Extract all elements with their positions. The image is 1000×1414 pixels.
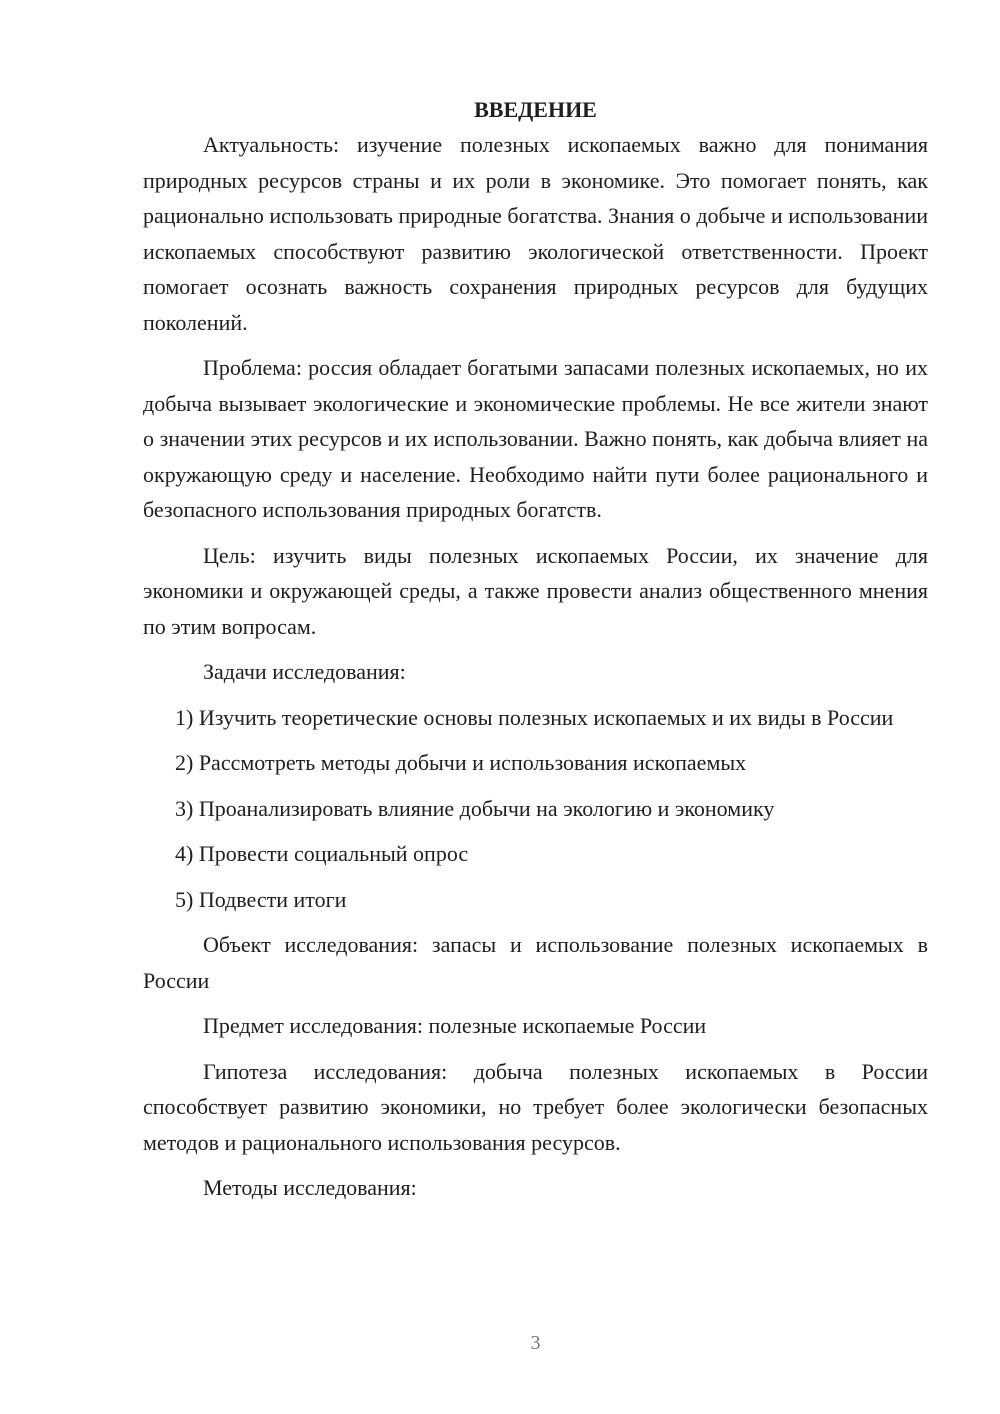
- tasks-heading: Задачи исследования:: [203, 659, 406, 684]
- page-number: 3: [530, 1332, 541, 1354]
- task-item-5: 5) Подвести итоги: [175, 886, 347, 912]
- paragraph-relevance: Актуальность: изучение полезных ископаемых важно для понимания природных ресурсов страны и их роли в экономике. Это помогает понять, как рационально использовать природные богатства. Знания о добыче и использовании ископаемых способствуют развитию экологической ответственности. Проект помогает осознать важность сохранения природных ресурсов для будущих поколений.: [143, 132, 928, 335]
- task-item-2: 2) Рассмотреть методы добычи и использования ископаемых: [175, 750, 747, 775]
- section-title: ВВЕДЕНИЕ: [474, 97, 597, 122]
- paragraph-object: Объект исследования: запасы и использование полезных ископаемых в России: [143, 932, 928, 993]
- task-item-3: 3) Проанализировать влияние добычи на экологию и экономику: [175, 795, 775, 821]
- task-item-4: 4) Провести социальный опрос: [175, 841, 469, 866]
- paragraph-subject: Предмет исследования: полезные ископаемые России: [203, 1013, 707, 1038]
- paragraph-problem: Проблема: россия обладает богатыми запасами полезных ископаемых, но их добыча вызывает экологические и экономические проблемы. Не все жители знают о значении этих ресурсов и их использовании. Важно понять, как добыча влияет на окружающую среду и население. Необходимо найти пути более рационального и безопасного использования природных богатств.: [143, 355, 928, 522]
- task-item-1: 1) Изучить теоретические основы полезных ископаемых и их виды в России: [175, 704, 894, 730]
- methods-heading: Методы исследования:: [203, 1175, 417, 1200]
- paragraph-goal: Цель: изучить виды полезных ископаемых России, их значение для экономики и окружающей среды, а также провести анализ общественного мнения по этим вопросам.: [143, 542, 928, 639]
- paragraph-hypothesis: Гипотеза исследования: добыча полезных ископаемых в России способствует развитию экономики, но требует более экологически безопасных методов и рационального использования ресурсов.: [143, 1058, 928, 1155]
- document-page: [143, 92, 928, 1216]
